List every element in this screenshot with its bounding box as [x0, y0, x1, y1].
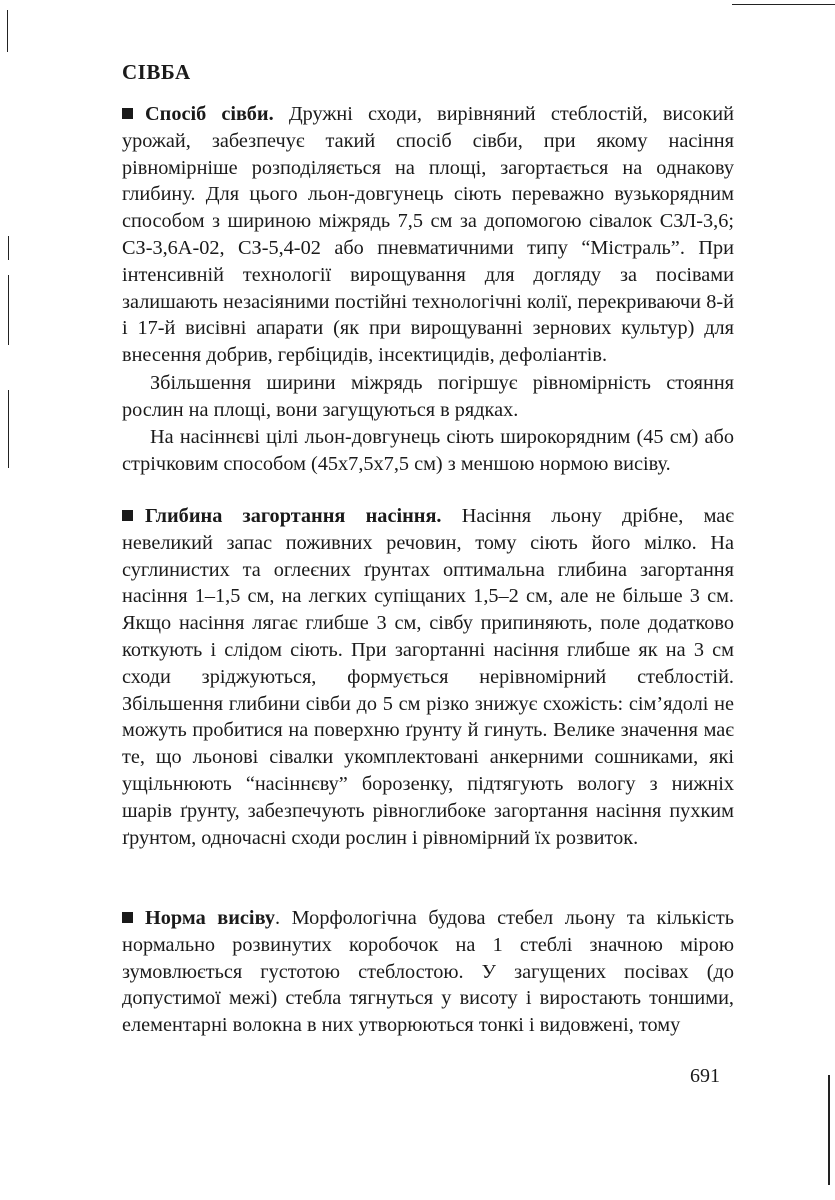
bullet-square-icon — [122, 108, 133, 119]
scan-edge-mark-left-4 — [8, 390, 9, 468]
scan-edge-mark-left-2 — [8, 236, 9, 260]
scan-edge-mark-right — [828, 1075, 830, 1185]
page-number: 691 — [690, 1065, 720, 1087]
bullet-square-icon — [122, 912, 133, 923]
section-text: Дружні сходи, вирівняний стеблостій, високий урожай, забезпечує такий спосіб сівби, при якому насіння рівномірніше розподіляється на площі, загортається на однакову глибину. Для цього льон-довгунець сіють переважно вузькорядним способом з шириною міжрядь 7,5 см за допомогою сівалок СЗЛ-3,6; СЗ-3,6А-02, СЗ-5,4-02 або пневматичними типу “Містраль”. При інтенсивній технології вирощування для догляду за посівами залишають незасіяними постійні технологічні колії, перекриваючи 8-й і 17-й висівні апарати (як при вирощуванні зернових культур) для внесення добрив, гербіцидів, інсектицидів, дефоліантів. — [122, 103, 734, 367]
section-heading: Спосіб сівби. — [145, 103, 274, 125]
paragraph-mizhriadia: Збільшення ширини міжрядь погіршує рівномірність стояння рослин на площі, вони загущуються в рядках. — [122, 372, 734, 421]
scan-edge-mark-left-1 — [7, 10, 8, 52]
section-heading: Норма висіву — [145, 907, 275, 929]
scan-edge-mark-left-3 — [8, 275, 9, 345]
section-heading: Глибина загортання насіння. — [145, 505, 442, 527]
bullet-square-icon — [122, 510, 133, 521]
page-title: СІВБА — [122, 60, 191, 84]
section-text: . Морфологічна будова стебел льону та кількість нормально розвинутих коробочок на 1 стеблі значною мірою зумовлюється густотою стеблостою. У загущених посівах (до допустимої межі) стебла тягнуться у висоту і виростають тоншими, елементарні волокна в них утворюються тонкі і видовжені, тому — [122, 907, 735, 1037]
section-sposib-sivby — [122, 101, 734, 369]
paragraph-nasinnievi-tsili: На насіннєві цілі льон-довгунець сіють широкорядним (45 см) або стрічковим способом (45х7,5х7,5 см) з меншою нормою висіву. — [122, 426, 734, 475]
section-norma-vysivu — [122, 905, 734, 1039]
section-hlybyna-zahortannia — [122, 503, 734, 851]
scan-edge-line-top — [732, 4, 835, 5]
section-text: Насіння льону дрібне, має невеликий запас поживних речовин, тому сіють його мілко. На суглинистих та оглеєних ґрунтах оптимальна глибина загортання насіння 1–1,5 см, на легких супіщаних 1,5–2 см, але не більше 3 см. Якщо насіння лягає глибше 3 см, сівбу припиняють, поле додатково коткують і слідом сіють. При загортанні насіння глибше як на 3 см сходи зріджуються, формується нерівномірний стеблостій. Збільшення глибини сівби до 5 см різко знижує схожість: сім’ядолі не можуть пробитися на поверхню ґрунту й гинуть. Велике значення має те, що льонові сівалки укомплектовані анкерними сошниками, які ущільнюють “насіннєву” борозенку, підтягують вологу з нижніх шарів ґрунту, забезпечують рівноглибоке загортання насіння пухким ґрунтом, одночасні сходи рослин і рівномірний їх розвиток. — [122, 505, 734, 849]
